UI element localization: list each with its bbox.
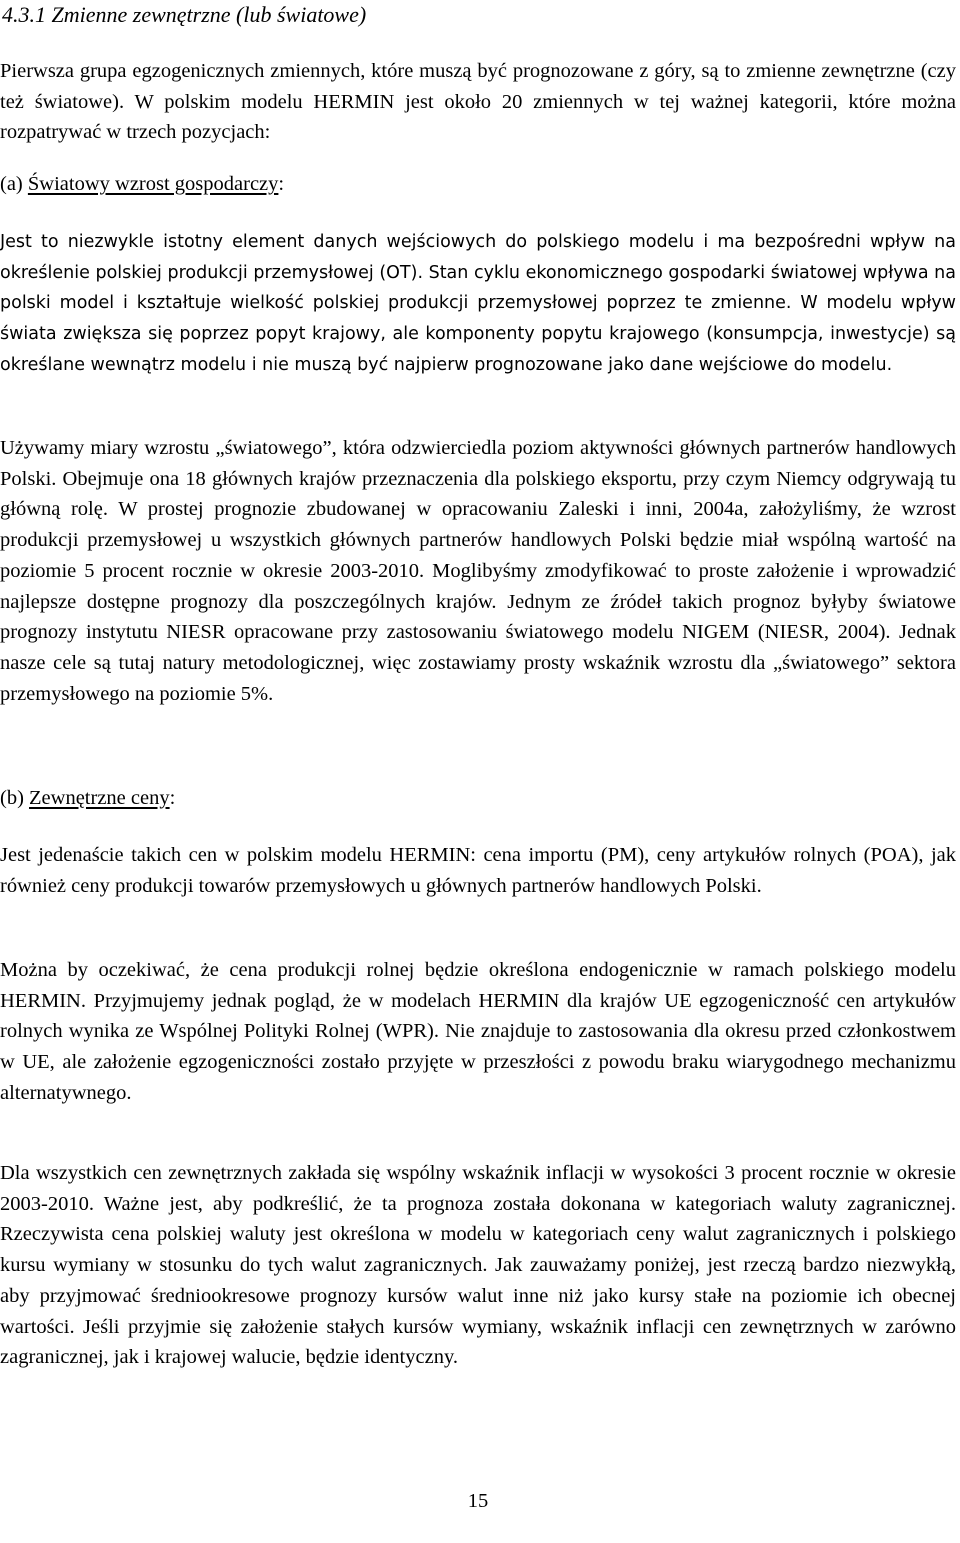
subsection-b-paragraph-2: Można by oczekiwać, że cena produkcji rolnej będzie określona endogenicznie w ramach polskiego modelu HERMIN. Przyjmujemy jednak pogląd, że w modelach HERMIN dla krajów UE egzogeniczność cen artykułów rolnych wynika ze Wspólnej Polityki Rolnej (WPR). Nie znajduje to zastosowania dla okresu przed członkostwem w UE, ale założenie egzogeniczności zostało przyjęte w przeszłości z powodu braku wiarygodnego mechanizmu alternatywnego. bbox=[0, 959, 956, 1104]
subsection-b-paragraph-1: Jest jedenaście takich cen w polskim modelu HERMIN: cena importu (PM), ceny artykułów rolnych (POA), jak również ceny produkcji towarów przemysłowych u głównych partnerów handlowych Polski. bbox=[0, 844, 956, 897]
subsection-a-suffix: : bbox=[278, 173, 285, 195]
intro-paragraph: Pierwsza grupa egzogenicznych zmiennych, które muszą być prognozowane z góry, są to zmienne zewnętrzne (czy też światowe). W polskim modelu HERMIN jest około 20 zmiennych w tej ważnej kategorii, które można rozpatrywać w trzech pozycjach: bbox=[0, 60, 956, 144]
page-number: 15 bbox=[467, 1490, 489, 1512]
subsection-b-title: Zewnętrzne ceny bbox=[29, 787, 170, 809]
subsection-b-prefix: (b) bbox=[0, 787, 30, 809]
subsection-b-label bbox=[0, 783, 175, 813]
subsection-a-title: Światowy wzrost gospodarczy bbox=[27, 173, 279, 195]
subsection-b-paragraph-3: Dla wszystkich cen zewnętrznych zakłada się wspólny wskaźnik inflacji w wysokości 3 procent rocznie w okresie 2003-2010. Ważne jest, aby podkreślić, że ta prognoza została dokonana w kategoriach waluty zagranicznej. Rzeczywista cena polskiej waluty jest określona w modelu w kategoriach ceny walut zagranicznych i polskiego kursu wymiany w stosunku do tych walut zagranicznych. Jak zauważamy poniżej, jest rzeczą bardzo niezwykłą, aby przyjmować średniookresowe prognozy kursów walut inne niż jako kursy stałe na poziomie ich obecnej wartości. Jeśli przyjmie się założenie stałych kursów wymiany, wskaźnik inflacji cen zewnętrznych w zarówno zagranicznej, jak i krajowej walucie, będzie identyczny. bbox=[0, 1162, 956, 1369]
subsection-b-suffix: : bbox=[169, 787, 176, 809]
subsection-a-label bbox=[0, 169, 284, 199]
section-heading: 4.3.1 Zmienne zewnętrzne (lub światowe) bbox=[2, 2, 367, 27]
subsection-a-paragraph-2: Używamy miary wzrostu „światowego”, która odzwierciedla poziom aktywności głównych partnerów handlowych Polski. Obejmuje ona 18 głównych krajów przeznaczenia dla polskiego eksportu, przy czym Niemcy odgrywają tu główną rolę. W prostej prognozie zbudowanej w opracowaniu Zaleski i inni, 2004a, założyliśmy, że wzrost produkcji przemysłowej u wszystkich głównych partnerów handlowych Polski będzie miał wspólną wartość na poziomie 5 procent rocznie w okresie 2003-2010. Moglibyśmy zmodyfikować to proste założenie i wprowadzić najlepsze dostępne prognozy dla poszczególnych krajów. Jednym ze źródeł takich prognoz byłyby światowe prognozy instytutu NIESR opracowane przy zastosowaniu światowego modelu NIGEM (NIESR, 2004). Jednak nasze cele są tutaj natury metodologicznej, więc zostawiamy prosty wskaźnik wzrostu dla „światowego” sektora przemysłowego na poziomie 5%. bbox=[0, 437, 956, 705]
subsection-a-prefix: (a) bbox=[0, 173, 28, 195]
subsection-a-paragraph-1: Jest to niezwykle istotny element danych wejściowych do polskiego modelu i ma bezpośredni wpływ na określenie polskiej produkcji przemysłowej (OT). Stan cyklu ekonomicznego gospodarki światowej wpływa na polski model i kształtuje wielkość polskiej produkcji przemysłowej poprzez te zmienne. W modelu wpływ świata zwiększa się poprzez popyt krajowy, ale komponenty popytu krajowego (konsumpcja, inwestycje) są określane wewnątrz modelu i nie muszą być najpierw prognozowane jako dane wejściowe do modelu. bbox=[0, 232, 956, 375]
